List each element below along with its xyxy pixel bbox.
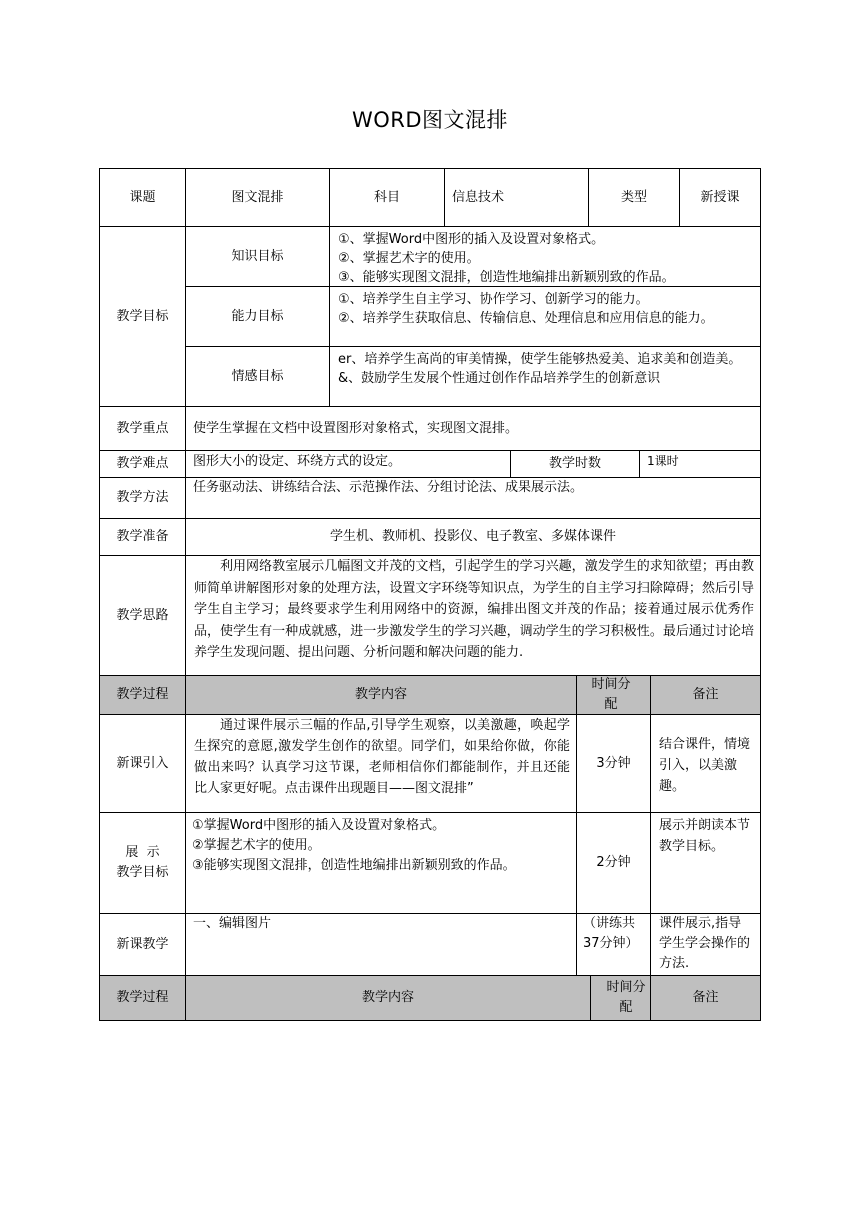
subject-label: 课题: [129, 190, 156, 205]
prep-label: 教学准备: [116, 529, 169, 544]
process-note: 课件展示,指导学生学会操作的方法.: [659, 916, 751, 971]
emotion-item: er、培养学生高尚的审美情操，使学生能够热爱美、追求美和创造美。: [338, 352, 742, 367]
process-content: 一、编辑图片: [193, 916, 272, 931]
row-divider: [99, 226, 761, 227]
col-divider: [444, 168, 445, 226]
knowledge-list: [330, 227, 760, 286]
emotion-list: [330, 347, 760, 406]
col-divider: [590, 975, 591, 1021]
process-stage-line: 教学目标: [116, 865, 169, 880]
course-label: 科目: [373, 190, 400, 205]
prep-value: 学生机、教师机、投影仪、电子教室、多媒体课件: [329, 529, 616, 544]
table-border-right: [760, 168, 761, 1021]
ability-item: ①、培养学生自主学习、协作学习、创新学习的能力。: [338, 292, 649, 307]
row-divider: [99, 675, 761, 676]
row-divider: [99, 450, 761, 451]
method-label: 教学方法: [116, 490, 169, 505]
row-divider: [99, 975, 761, 976]
keypoint-value: 使学生掌握在文档中设置图形对象格式，实现图文混排。: [193, 420, 519, 436]
keypoint-label: 教学重点: [116, 420, 169, 436]
row-divider: [99, 555, 761, 556]
col-divider: [185, 168, 186, 1020]
emotion-item: &、鼓励学生发展个性通过创作作品培养学生的创新意识: [338, 371, 661, 386]
row-divider: [99, 714, 761, 715]
knowledge-label: 知识目标: [231, 248, 284, 264]
page-title: WORD图文混排: [351, 108, 509, 132]
col-divider: [576, 675, 577, 975]
emotion-label: 情感目标: [231, 368, 284, 384]
subject-value: 图文混排: [231, 190, 284, 205]
col-divider: [679, 168, 680, 226]
row-divider: [99, 518, 761, 519]
process-content-line: ③能够实现图文混排，创造性地编排出新颖别致的作品。: [192, 858, 516, 873]
process-time: 3分钟: [596, 755, 631, 771]
process-stage-line: 展 示: [125, 845, 160, 860]
knowledge-item: ③、能够实现图文混排，创造性地编排出新颖别致的作品。: [338, 270, 675, 285]
col-divider: [588, 168, 589, 226]
process-content-header: 教学内容: [354, 687, 407, 702]
hours-value: 1课时: [647, 454, 679, 468]
knowledge-item: ②、掌握艺术字的使用。: [338, 251, 480, 266]
process-content-line: ②掌握艺术字的使用。: [192, 838, 321, 853]
method-value: 任务驱动法、讲练结合法、示范操作法、分组讨论法、成果展示法。: [193, 480, 584, 495]
row-divider: [99, 477, 761, 478]
ability-list: [330, 287, 760, 346]
process-time: 2分钟: [596, 855, 631, 870]
type-value: 新授课: [700, 190, 740, 205]
row-divider: [185, 346, 761, 347]
table-border-top: [99, 168, 761, 169]
col-divider: [329, 168, 330, 406]
hours-label: 教学时数: [548, 456, 601, 471]
process-note: 结合课件，情境引入，以美激趣。: [659, 737, 751, 794]
process-stage: 新课教学: [116, 936, 169, 952]
process-time: （讲练共37分钟）: [583, 916, 639, 951]
process-stage: 新课引入: [116, 755, 169, 771]
process-content-header-2: 教学内容: [361, 990, 414, 1005]
row-divider: [99, 812, 761, 813]
thinking-value: 利用网络教室展示几幅图文并茂的文档，引起学生的学习兴趣，激发学生的求知欲望；再由教师简单讲解图形对象的处理方法，设置文字环绕等知识点，为学生的自主学习扫除障碍；然后引导学生自主学习；最终要求学生利用网络中的资源，编排出图文并茂的作品；接着通过展示优秀作品，使学生有一种成就感，进一步激发学生的学习兴趣，调动学生的学习积极性。最后通过讨论培养学生发现问题、提出问题、分析问题和解决问题的能力.: [194, 559, 754, 660]
table-border-bottom: [99, 1020, 761, 1021]
col-divider: [510, 450, 511, 477]
process-stage-header-2: 教学过程: [116, 990, 169, 1005]
process-time-header: 时间分配: [591, 677, 631, 712]
thinking-label: 教学思路: [116, 607, 169, 623]
row-divider: [99, 406, 761, 407]
difficulty-label: 教学难点: [116, 456, 169, 471]
process-stage-header: 教学过程: [116, 687, 169, 702]
process-content: 通过课件展示三幅的作品,引导学生观察，以美激趣，唤起学生探究的意愿,激发学生创作的欲望。同学们，如果给你做，你能做出来吗？认真学习这节课，老师相信你们都能制作，并且还能比人家更好呢。点击课件出现题目——图文混排”: [194, 718, 570, 796]
objectives-label: 教学目标: [116, 308, 169, 324]
ability-label: 能力目标: [231, 308, 284, 324]
knowledge-item: ①、掌握Word中图形的插入及设置对象格式。: [338, 232, 605, 247]
col-divider: [650, 675, 651, 1021]
difficulty-value: 图形大小的设定、环绕方式的设定。: [193, 454, 402, 469]
process-note-header: 备注: [692, 687, 719, 702]
process-stage: [100, 813, 185, 913]
ability-item: ②、培养学生获取信息、传输信息、处理信息和应用信息的能力。: [338, 311, 714, 326]
process-note: 展示并朗读本节教学目标。: [659, 818, 751, 854]
table-border-left: [99, 168, 100, 1021]
col-divider: [639, 450, 640, 477]
row-divider: [99, 913, 761, 914]
process-time-header-2: 时间分配: [606, 980, 646, 1015]
type-label: 类型: [620, 190, 647, 205]
course-value: 信息技术: [452, 190, 505, 205]
process-content: [186, 814, 576, 913]
row-divider: [185, 286, 761, 287]
process-content-line: ①掌握Word中图形的插入及设置对象格式。: [192, 818, 446, 833]
process-note-header-2: 备注: [692, 990, 719, 1005]
